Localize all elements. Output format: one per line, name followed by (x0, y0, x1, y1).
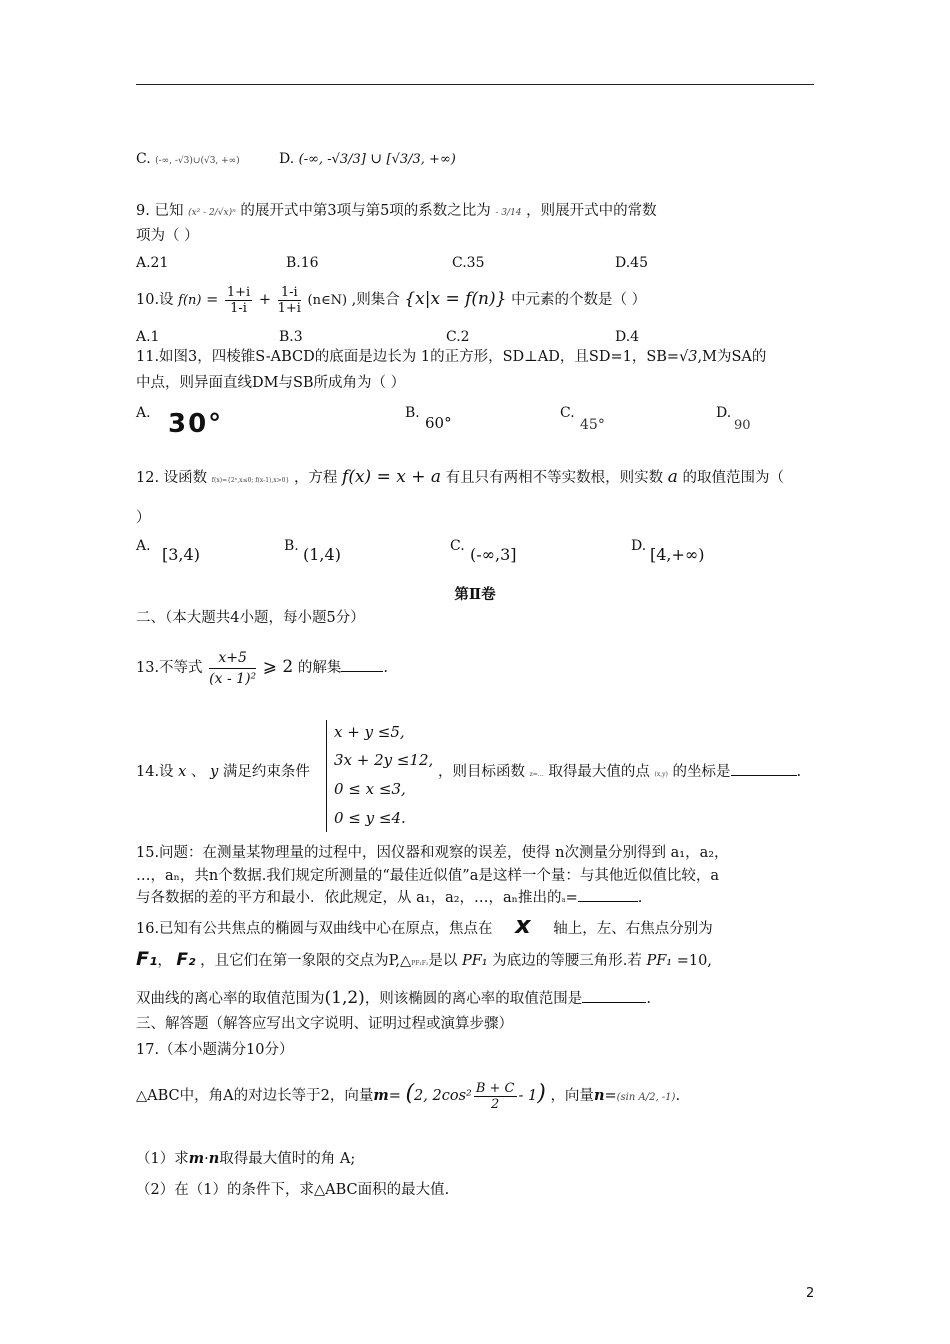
q10-option-a: A.1 (136, 329, 160, 345)
q17-end: . (675, 1088, 681, 1104)
q11-option-c-label: C. (560, 405, 575, 421)
q8-option-d (279, 133, 456, 186)
q16-line1a: 16.已知有公共焦点的椭圆与双曲线中心在原点，焦点在 (136, 921, 493, 937)
q16-f1: F₁ (136, 948, 158, 970)
q9-ratio: - 3/14 (495, 208, 522, 218)
q16-line1b: 轴上，左、右焦点分别为 (553, 921, 713, 937)
q14-small2: (x,y) (654, 771, 668, 778)
q17-part1-n: n (208, 1150, 220, 1167)
q12-eq: f(x) = x + a (342, 467, 442, 487)
q8-option-c (136, 150, 240, 170)
q12-option-c-value: (-∞,3] (470, 545, 517, 564)
q14-sep: 、 (190, 764, 206, 780)
q16-line1 (136, 912, 713, 942)
q16-line3b: ，则该椭圆的离心率的取值范围是 (364, 991, 583, 1007)
q11-option-c-value: 45° (580, 417, 605, 433)
q17-vec-m-a: 2, 2cos² (414, 1088, 472, 1104)
part2-heading: 第Ⅱ卷 (454, 586, 496, 603)
q12-prefix: 12. 设函数 (136, 470, 208, 486)
q12-option-c-label: C. (450, 538, 465, 554)
q14-y: y (210, 764, 219, 780)
q13-den: (x - 1)² (209, 670, 257, 687)
q14-text1: 满足约束条件 (222, 764, 310, 780)
q17-vec-m-frac (474, 1081, 517, 1112)
q9-line2: 项为（ ） (136, 228, 199, 244)
q17-vec-n: (sin A/2, -1) (616, 1092, 676, 1103)
q14-constraint-4: 0 ≤ y ≤4. (334, 809, 406, 827)
q17-part1a: （1）求 (136, 1151, 189, 1167)
q15-end: . (637, 890, 643, 906)
q16-line3 (136, 988, 651, 1009)
q9-text1: 的展开式中第3项与第5项的系数之比为 (240, 203, 491, 219)
q17-m: m (373, 1087, 389, 1104)
q10-option-d: D.4 (615, 329, 640, 345)
q15-line2: …，aₙ，共n个数据.我们规定所测量的“最佳近似值”a是这样一个量：与其他近似值比较，a (136, 868, 719, 884)
q10-prefix: 10.设 (136, 292, 174, 308)
q17-vec-m-b: - 1 (518, 1088, 538, 1104)
q14-answer-blank[interactable] (731, 775, 797, 776)
q12-option-b-value: (1,4) (303, 545, 341, 564)
q13-geq: ⩾ 2 (262, 657, 294, 677)
q10-option-b: B.3 (279, 329, 303, 345)
q16-small-tri: PF₁F₂ (411, 960, 429, 967)
q10-fn: f(n) (178, 293, 202, 308)
q13-answer-blank[interactable] (341, 671, 383, 672)
q11-line2: 中点，则异面直线DM与SB所成角为（ ） (136, 375, 406, 391)
q15-small-a: a (561, 896, 566, 904)
q14-x: x (178, 764, 187, 780)
q12-option-d-label: D. (631, 538, 647, 554)
q14-constraint-2: 3x + 2y ≤12, (334, 751, 434, 769)
q17-vec-m-frac-den: 2 (491, 1096, 500, 1112)
q10-frac2-num: 1-i (278, 285, 301, 301)
q10-frac2 (278, 285, 301, 316)
q10-option-c: C.2 (446, 329, 470, 345)
q13-frac (209, 648, 256, 689)
q11-option-a-label: A. (136, 405, 151, 421)
q13-prefix: 13.不等式 (136, 660, 203, 676)
q17-part1 (136, 1149, 355, 1169)
q14-line (136, 762, 310, 782)
q17-title: 17.（本小题满分10分） (136, 1042, 294, 1058)
q13-num: x+5 (209, 648, 256, 669)
q17-vector-m: (2, 2cos² $\frac{B + C}{2}$ - 1) (405, 1080, 546, 1112)
q14-line-tail (438, 762, 801, 785)
q8-option-d-union: ∪ (370, 151, 383, 167)
q16-line2b: 是以 (428, 953, 458, 969)
q14-constraint-3: 0 ≤ x ≤3, (334, 780, 406, 798)
q13-line (136, 643, 388, 692)
q9-text2: ，则展开式中的常数 (526, 203, 657, 219)
q14-text4: 的坐标是 (672, 764, 731, 780)
q11-line1 (136, 347, 766, 367)
q10-eq: = (206, 292, 219, 308)
q17-line1b: ，向量 (550, 1088, 594, 1104)
q8-option-c-expr: (-∞, -√3)∪(√3, +∞) (155, 156, 240, 166)
q14-end: . (796, 764, 802, 780)
q16-line2 (136, 945, 712, 978)
q16-pf1b: PF₁ (646, 953, 673, 969)
q13-text: 的解集 (297, 660, 342, 676)
q11-line1b: ,M为SA的 (697, 349, 767, 365)
q12-fn-small: f(x)={2ˣ,x≤0; f(x-1),x>0} (211, 477, 290, 484)
q9-option-a: A.21 (136, 255, 169, 271)
q9-expr: (x² - 2/√x)ⁿ (188, 208, 236, 218)
q14-small1: z=… (529, 771, 544, 778)
q17-part1-dot: · (204, 1151, 209, 1167)
q9-line1 (136, 201, 657, 223)
q14-constraint-1: x + y ≤5, (334, 723, 405, 741)
q12-a: a (667, 467, 678, 487)
q15-line3a: 与各数据的差的平方和最小．依此规定，从 a₁，a₂，…，aₙ推出的 (136, 890, 562, 906)
q16-range: (1,2) (324, 988, 365, 1008)
q17-line1a: △ABC中，角A的对边长等于2，向量 (136, 1088, 374, 1104)
q10-frac1-num: 1+i (226, 284, 251, 300)
q9-option-b: B.16 (286, 255, 319, 271)
q16-comma: ， (157, 953, 172, 969)
q15-eq: = (565, 890, 578, 906)
q14-prefix: 14.设 (136, 764, 174, 780)
q9-option-c: C.35 (452, 255, 485, 271)
q17-part1-m: m (188, 1150, 205, 1167)
q9-prefix: 9. 已知 (136, 203, 184, 219)
header-rule (136, 84, 814, 85)
q10-text2: 中元素的个数是（ ） (511, 292, 647, 308)
q11-line1a: 11.如图3，四棱锥S-ABCD的底面是边长为 1的正方形，SD⊥AD，且SD=1，SB= (136, 349, 680, 365)
q8-option-c-label: C. (136, 151, 151, 167)
q10-frac1 (225, 285, 252, 316)
section3-title: 三、解答题（解答应写出文字说明、证明过程或演算步骤） (136, 1016, 513, 1032)
q10-text1: ,则集合 (351, 292, 400, 308)
q15-answer-blank[interactable] (578, 901, 638, 902)
q14-text2: ，则目标函数 (438, 764, 525, 780)
q16-answer-blank[interactable] (582, 1002, 646, 1003)
q9-option-d: D.45 (615, 255, 648, 271)
q11-option-b-value: 60° (425, 414, 452, 432)
q14-text3: 取得最大值的点 (548, 764, 650, 780)
q15-line1: 15.问题：在测量某物理量的过程中，因仪器和观察的误差，使得 n次测量分别得到 a₁，a₂， (136, 845, 729, 861)
q8-option-d-expr-a: (-∞, -√3/3] (298, 152, 366, 167)
q15-line3 (136, 888, 642, 910)
q12-line2: ） (136, 510, 151, 526)
section2-title: 二、（本大题共4小题，每小题5分） (136, 610, 365, 626)
q10-domain: (n∈N) (307, 293, 348, 308)
q8-option-d-label: D. (279, 151, 295, 167)
q10-plus: + (258, 292, 271, 308)
q17-vec-m-frac-num: B + C (475, 1080, 515, 1096)
q12-option-b-label: B. (284, 538, 299, 554)
q16-line2c: 为底边的等腰三角形.若 (492, 953, 642, 969)
q17-n: n (593, 1087, 605, 1104)
q17-eq1: = (388, 1088, 401, 1104)
q11-option-d-value: 90 (734, 418, 751, 433)
q11-option-a-value: 30° (168, 409, 224, 439)
q16-line3a: 双曲线的离心率的取值范围为 (136, 991, 325, 1007)
q17-eq2: = (604, 1088, 617, 1104)
q13-end: . (383, 660, 388, 676)
q11-sqrt3: √3 (679, 349, 698, 365)
q16-pf1: PF₁ (461, 953, 488, 969)
q12-option-a-value: [3,4) (162, 545, 200, 564)
q12-text2: 有且只有两相不等实数根，则实数 (445, 470, 664, 486)
q17-part2: （2）在（1）的条件下，求△ABC面积的最大值. (136, 1182, 450, 1198)
q17-line1 (136, 1072, 680, 1120)
q11-option-b-label: B. (405, 405, 420, 421)
q11-option-d-label: D. (716, 405, 732, 421)
page-number: 2 (806, 1286, 815, 1301)
q16-x-big: x (515, 911, 531, 939)
q17-part1b: 取得最大值时的角 A; (219, 1151, 356, 1167)
q12-option-a-label: A. (136, 538, 151, 554)
q8-option-d-expr-b: [√3/3, +∞) (386, 152, 456, 167)
q16-line2a: ，且它们在第一象限的交点为P, (200, 953, 401, 969)
q16-f2: F₂ (176, 950, 196, 970)
q12-option-d-value: [4,+∞) (650, 545, 705, 564)
q12-line1 (136, 462, 784, 496)
q16-line2d: =10, (676, 953, 712, 969)
q12-text3: 的取值范围为（ (682, 470, 784, 486)
q10-frac1-den: 1-i (230, 300, 247, 316)
q10-line (136, 282, 646, 318)
q16-end: . (646, 991, 651, 1007)
q12-text1: ，方程 (293, 470, 338, 486)
q10-frac2-den: 1+i (277, 300, 301, 316)
q16-triangle: △ (400, 953, 412, 969)
q10-set: {x|x = f(n)} (404, 289, 507, 309)
